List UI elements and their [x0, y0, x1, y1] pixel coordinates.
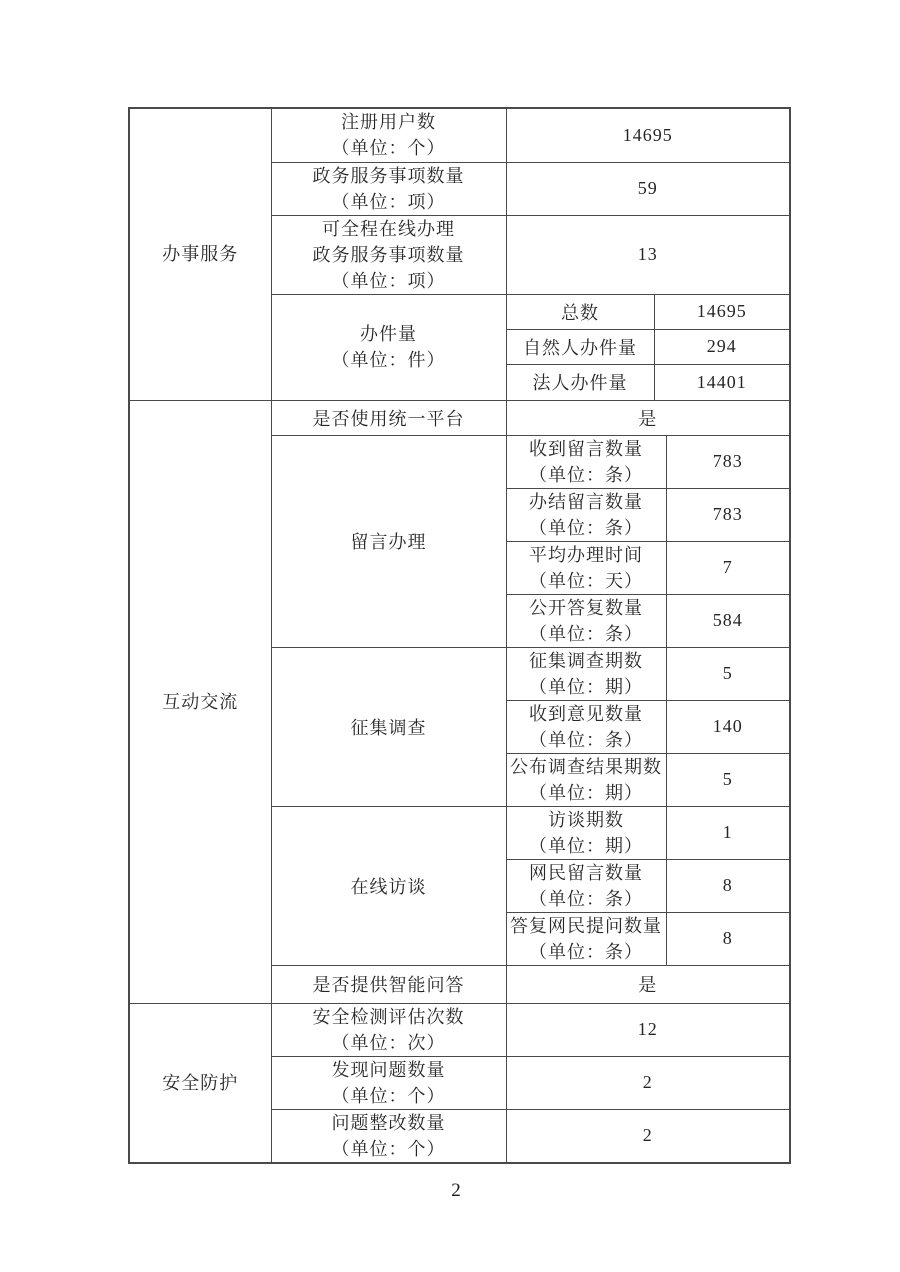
subitem-unit: （单位：天）	[529, 570, 643, 591]
subitem-legal-person: 法人办件量	[506, 364, 654, 400]
item-unit: （单位：个）	[331, 1085, 446, 1106]
subitem-questions-answered	[506, 912, 666, 965]
item-online-service-items	[271, 215, 506, 294]
value-security-assessments: 12	[506, 1003, 790, 1056]
item-survey-collection: 征集调查	[271, 647, 506, 806]
item-unit: （单位：件）	[331, 350, 446, 370]
item-label: 安全检测评估次数	[312, 1006, 465, 1027]
item-label: 办件量	[360, 324, 417, 344]
subitem-label: 公开答复数量	[529, 597, 643, 618]
value-netizen-messages: 8	[666, 859, 790, 912]
value-survey-issues: 5	[666, 647, 790, 700]
category-label: 办事服务	[162, 244, 239, 265]
value-messages-received: 783	[666, 435, 790, 488]
subitem-label: 征集调查期数	[529, 650, 643, 671]
item-unit: （单位：项）	[331, 191, 446, 212]
value-registered-users: 14695	[506, 108, 790, 162]
item-registered-users	[271, 108, 506, 162]
subitem-label: 收到留言数量	[529, 438, 643, 459]
subitem-unit: （单位：条）	[529, 941, 643, 962]
item-label: 注册用户数	[341, 112, 436, 133]
item-problems-found	[271, 1056, 506, 1109]
subitem-label: 公布调查结果期数	[510, 756, 662, 777]
category-interaction	[129, 400, 271, 1003]
subitem-average-handling-time	[506, 541, 666, 594]
subitem-label: 平均办理时间	[529, 544, 643, 565]
subitem-label: 收到意见数量	[529, 703, 643, 724]
subitem-survey-issues	[506, 647, 666, 700]
subitem-unit: （单位：条）	[529, 888, 643, 909]
item-security-assessments	[271, 1003, 506, 1056]
item-unit: （单位：次）	[331, 1032, 446, 1053]
subitem-unit: （单位：条）	[529, 464, 643, 485]
value-messages-completed: 783	[666, 488, 790, 541]
value-online-service-items: 13	[506, 215, 790, 294]
value-unified-platform: 是	[506, 400, 790, 435]
value-public-replies: 584	[666, 594, 790, 647]
subitem-messages-received	[506, 435, 666, 488]
subitem-opinions-received	[506, 700, 666, 753]
item-unified-platform: 是否使用统一平台	[271, 400, 506, 435]
category-label: 互动交流	[162, 691, 239, 712]
item-unit: （单位：项）	[331, 270, 446, 291]
subitem-total: 总数	[506, 294, 654, 329]
subitem-public-replies	[506, 594, 666, 647]
value-opinions-received: 140	[666, 700, 790, 753]
item-unit: （单位：个）	[331, 1138, 446, 1159]
value-smart-qa: 是	[506, 965, 790, 1003]
table-row	[129, 400, 790, 435]
subitem-label: 网民留言数量	[529, 862, 643, 883]
subitem-natural-person: 自然人办件量	[506, 329, 654, 364]
value-interview-issues: 1	[666, 806, 790, 859]
subitem-label: 答复网民提问数量	[510, 915, 662, 936]
value-questions-answered: 8	[666, 912, 790, 965]
subitem-results-published	[506, 753, 666, 806]
report-table	[128, 107, 791, 1164]
value-service-items: 59	[506, 162, 790, 215]
table-row	[129, 1003, 790, 1056]
subitem-unit: （单位：期）	[529, 835, 643, 856]
subitem-netizen-messages	[506, 859, 666, 912]
item-label: 问题整改数量	[331, 1112, 446, 1133]
item-smart-qa: 是否提供智能问答	[271, 965, 506, 1003]
value-problems-rectified: 2	[506, 1109, 790, 1163]
subitem-unit: （单位：条）	[529, 517, 643, 538]
subitem-interview-issues	[506, 806, 666, 859]
item-label: 发现问题数量	[331, 1059, 446, 1080]
value-results-published: 5	[666, 753, 790, 806]
table-row	[129, 108, 790, 162]
item-unit: （单位：个）	[331, 138, 446, 159]
page-number: 2	[451, 1180, 461, 1201]
subitem-label: 办结留言数量	[529, 491, 643, 512]
item-label-2: 政务服务事项数量	[312, 244, 465, 265]
subitem-label: 访谈期数	[548, 809, 624, 830]
item-problems-rectified	[271, 1109, 506, 1163]
item-message-handling: 留言办理	[271, 435, 506, 647]
subitem-unit: （单位：条）	[529, 623, 643, 644]
value-natural-person: 294	[654, 329, 790, 364]
subitem-unit: （单位：期）	[529, 782, 643, 803]
category-label: 安全防护	[162, 1072, 239, 1093]
subitem-messages-completed	[506, 488, 666, 541]
category-office-services	[129, 108, 271, 400]
subitem-unit: （单位：期）	[529, 676, 643, 697]
item-online-interview: 在线访谈	[271, 806, 506, 965]
item-service-items	[271, 162, 506, 215]
item-label: 政务服务事项数量	[312, 165, 465, 186]
value-total: 14695	[654, 294, 790, 329]
category-security	[129, 1003, 271, 1163]
subitem-unit: （单位：条）	[529, 729, 643, 750]
value-average-handling-time: 7	[666, 541, 790, 594]
item-case-volume	[271, 294, 506, 400]
item-label: 可全程在线办理	[322, 218, 455, 239]
value-problems-found: 2	[506, 1056, 790, 1109]
value-legal-person: 14401	[654, 364, 790, 400]
